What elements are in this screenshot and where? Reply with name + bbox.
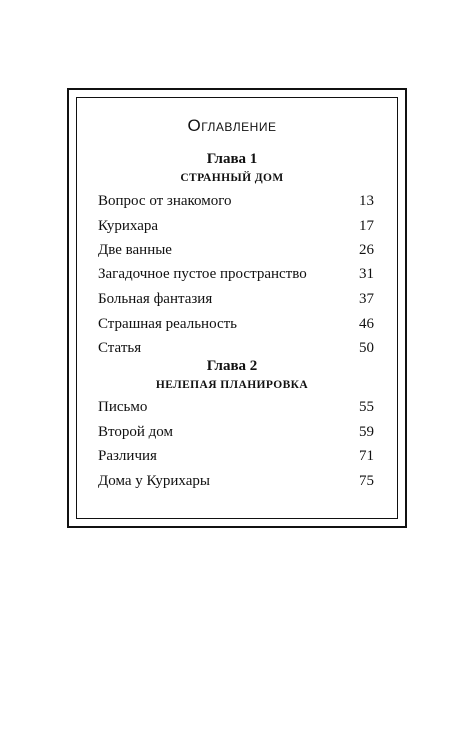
toc-entry-title: Больная фантазия <box>98 291 213 307</box>
toc-entry[interactable] <box>98 424 374 444</box>
toc-entry-page: 31 <box>359 266 374 282</box>
toc-entry-page: 50 <box>359 340 374 356</box>
toc-entry[interactable] <box>98 242 374 262</box>
toc-entry-title: Загадочное пустое пространство <box>98 266 307 282</box>
toc-entry-title: Различия <box>98 448 157 464</box>
toc-entry[interactable] <box>98 399 374 419</box>
toc-entry-page: 46 <box>359 316 374 332</box>
toc-entry-page: 71 <box>359 448 374 464</box>
chapter-1-subtitle: СТРАННЫЙ ДОМ <box>180 172 284 184</box>
toc-entry-page: 37 <box>359 291 374 307</box>
toc-entry-page: 75 <box>359 473 374 489</box>
toc-entry[interactable] <box>98 473 374 493</box>
toc-entry-title: Статья <box>98 340 142 356</box>
toc-entry[interactable] <box>98 218 374 238</box>
toc-entry-page: 59 <box>359 424 374 440</box>
toc-heading: Оглавление <box>187 116 277 135</box>
chapter-2-title: Глава 2 <box>206 358 258 374</box>
chapter-2-subtitle: НЕЛЕПАЯ ПЛАНИРОВКА <box>155 379 309 391</box>
toc-entry[interactable] <box>98 266 374 286</box>
toc-entry-page: 55 <box>359 399 374 415</box>
toc-entry[interactable] <box>98 316 374 336</box>
toc-entry-title: Второй дом <box>98 424 173 440</box>
toc-entry-title: Дома у Курихары <box>98 473 210 489</box>
toc-entry[interactable] <box>98 291 374 311</box>
toc-entry-page: 17 <box>359 218 374 234</box>
toc-entry-title: Две ванные <box>98 242 172 258</box>
toc-entry[interactable] <box>98 340 374 360</box>
chapter-1-title: Глава 1 <box>206 151 258 167</box>
toc-entry-title: Вопрос от знакомого <box>98 193 232 209</box>
toc-entry-title: Курихара <box>98 218 159 234</box>
toc-entry-page: 13 <box>359 193 374 209</box>
toc-entry-title: Письмо <box>98 399 148 415</box>
toc-entry[interactable] <box>98 193 374 213</box>
toc-entry-title: Страшная реальность <box>98 316 237 332</box>
toc-entry[interactable] <box>98 448 374 468</box>
toc-entry-page: 26 <box>359 242 374 258</box>
